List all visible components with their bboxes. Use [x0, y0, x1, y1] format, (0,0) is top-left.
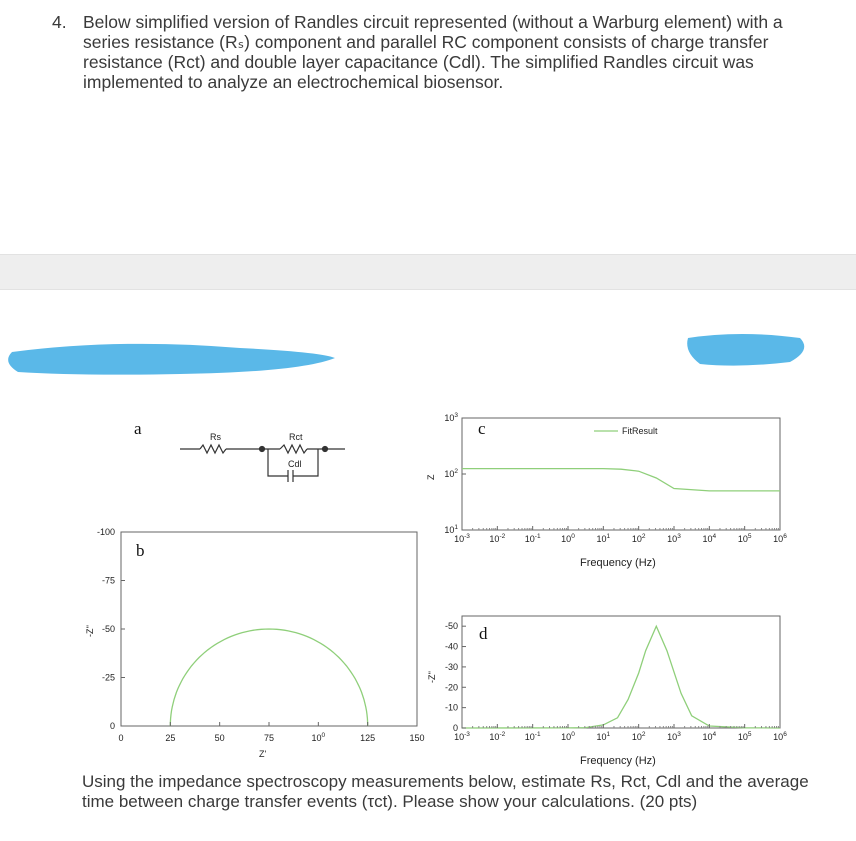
bode-x-tick-label: $10^6$	[773, 731, 787, 742]
bode-x-tick-label: $10^{-1}$	[524, 731, 541, 742]
bode-c-frame	[462, 418, 780, 530]
nyquist-arc	[170, 629, 367, 726]
bode-d-y-tick-label: 0	[452, 723, 458, 733]
nyquist-y-tick-label: -100	[96, 527, 115, 537]
bode-x-tick-label: $10^{-2}$	[489, 731, 506, 742]
nyquist-y-tick-label: -25	[101, 672, 115, 683]
bode-d-y-tick-label: -10	[444, 702, 458, 713]
question-number: 4.	[52, 12, 67, 32]
instruction-block	[82, 772, 822, 812]
nyquist-y-tick-label: -75	[101, 575, 115, 586]
nyquist-x-tick-label: 0	[118, 733, 124, 743]
bode-d-y-tick-label: -20	[444, 682, 458, 693]
nyquist-x-tick-label: 150	[409, 733, 425, 743]
nyquist-x-tick-label: 75	[263, 733, 275, 743]
bode-x-tick-label: $10^3$	[667, 533, 681, 544]
bode-x-tick-label: $10^2$	[631, 731, 646, 742]
randles-circuit	[180, 445, 345, 482]
bode-c-y-label: Z	[426, 474, 436, 480]
bode-c-y-ticks	[444, 412, 466, 535]
rs-label: Rs	[210, 432, 221, 442]
bode-d-y-ticks	[445, 621, 466, 733]
bode-x-tick-label: $10^5$	[737, 533, 752, 544]
nyquist-x-tick-label: 50	[214, 733, 225, 743]
panel-label-b: b	[136, 541, 145, 560]
bode-x-tick-label: $10^{-3}$	[454, 533, 470, 544]
bode-d-curve	[462, 626, 780, 728]
bode-c-y-tick-label: $10^2$	[444, 468, 458, 479]
bode-x-tick-label: $10^{-2}$	[489, 533, 506, 544]
bode-c-x-label: Frequency (Hz)	[580, 557, 656, 569]
bode-d-x-ticks	[454, 724, 787, 742]
bode-x-tick-label: $10^2$	[631, 533, 646, 544]
redaction-scribble-left	[8, 344, 335, 375]
rct-resistor	[280, 445, 307, 453]
bode-d-y-label: -Z''	[427, 671, 437, 683]
bode-x-tick-label: $10^0$	[561, 533, 575, 544]
redaction-scribble-right	[687, 334, 804, 366]
nyquist-y-tick-label: -50	[101, 624, 115, 634]
bode-c-y-tick-label: $10^3$	[444, 412, 458, 423]
panel-label-a: a	[134, 419, 142, 438]
bode-x-tick-label: $10^{-1}$	[524, 533, 541, 544]
nyquist-x-tick-label: $10^0$	[311, 732, 326, 743]
bode-x-tick-label: $10^3$	[667, 731, 681, 742]
bode-x-tick-label: $10^5$	[737, 731, 752, 742]
nyquist-x-label: Z'	[259, 749, 267, 759]
rct-label: Rct	[289, 432, 303, 442]
bode-c-y-tick-label: $10^1$	[444, 524, 458, 535]
bode-d-x-label: Frequency (Hz)	[580, 755, 656, 767]
nyquist-x-tick-label: 125	[360, 733, 376, 743]
bode-x-tick-label: $10^1$	[596, 533, 611, 544]
question-line-4: implemented to analyze an electrochemical biosensor.	[83, 72, 504, 92]
question-line-3: resistance (Rct) and double layer capacitance (Cdl). The simplified Randles circuit was	[83, 52, 754, 72]
bode-c-curve	[462, 469, 780, 491]
bode-d-y-tick-label: -50	[444, 621, 458, 632]
question-line-1: Below simplified version of Randles circuit represented (without a Warburg element) with a	[83, 12, 783, 32]
bode-d-y-tick-label: -30	[444, 661, 458, 672]
nyquist-x-ticks	[118, 722, 424, 743]
instruction-line-1: Using the impedance spectroscopy measurements below, estimate Rs, Rct, Cdl and the average	[82, 772, 809, 791]
cdl-label: Cdl	[288, 459, 302, 469]
instruction-line-2: time between charge transfer events (τct). Please show your calculations. (20 pts)	[82, 792, 698, 811]
nyquist-y-tick-label: 0	[109, 721, 115, 731]
bode-x-tick-label: $10^0$	[561, 731, 575, 742]
bode-d-y-tick-label: -40	[444, 641, 458, 652]
bode-x-tick-label: $10^1$	[596, 731, 611, 742]
nyquist-plot	[85, 527, 425, 759]
bode-x-tick-label: $10^{-3}$	[454, 731, 470, 742]
question-line-2: series resistance (Rₛ) component and parallel RC component consists of charge transfer	[83, 32, 769, 52]
rs-resistor	[200, 445, 226, 453]
bode-c-x-ticks	[454, 526, 787, 544]
nyquist-y-label: -Z''	[85, 625, 95, 637]
cdl-branch	[268, 449, 288, 476]
nyquist-x-tick-label: 25	[165, 733, 176, 743]
bode-x-tick-label: $10^4$	[702, 533, 717, 544]
legend-label: FitResult	[622, 426, 658, 436]
panel-label-d: d	[479, 624, 488, 643]
bode-x-tick-label: $10^4$	[702, 731, 717, 742]
panel-label-c: c	[478, 419, 486, 438]
bode-x-tick-label: $10^6$	[773, 533, 787, 544]
